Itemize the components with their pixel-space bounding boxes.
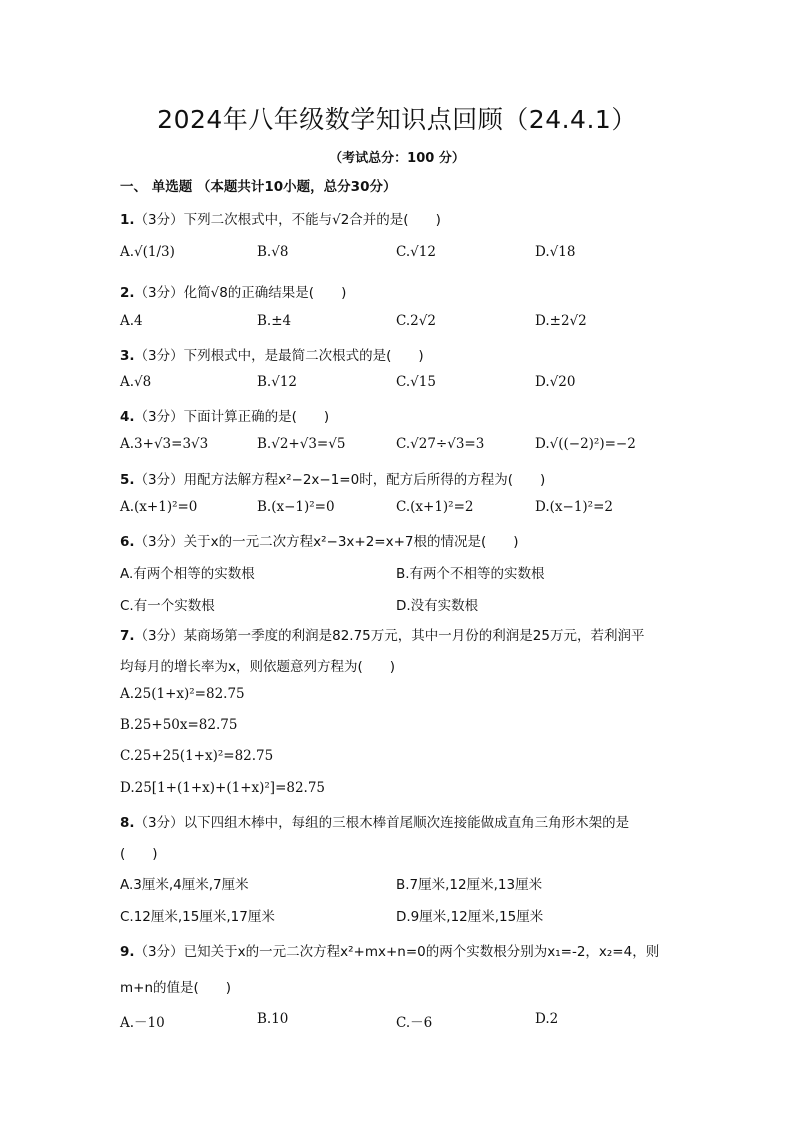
- question-1: [120, 208, 441, 228]
- page-title: 2024年八年级数学知识点回顾（24.4.1）: [157, 105, 637, 134]
- option-d: D.没有实数根: [396, 598, 479, 614]
- section-heading: 一、 单选题 （本题共计10小题，总分30分）: [120, 179, 397, 195]
- question-text: （3分）下列根式中，是最简二次根式的是( ): [134, 348, 424, 364]
- question-number: 8.: [120, 815, 135, 831]
- option-b: B.±4: [257, 313, 292, 329]
- option-c: C.√15: [396, 374, 436, 390]
- option-c: C.√27÷√3=3: [396, 436, 485, 452]
- question-4: [120, 405, 329, 425]
- option-b: B.7厘米,12厘米,13厘米: [396, 877, 543, 893]
- option-d: D.±2√2: [535, 313, 587, 329]
- option-a: A.(x+1)²=0: [120, 499, 198, 515]
- question-8: [120, 811, 629, 831]
- question-7-continued: 均每月的增长率为x，则依题意列方程为( ): [120, 659, 396, 675]
- question-7: [120, 624, 644, 644]
- question-3: [120, 344, 424, 364]
- question-text: （3分）用配方法解方程x²−2x−1=0时，配方后所得的方程为( ): [134, 472, 546, 488]
- option-b: B.√2+√3=√5: [257, 436, 346, 452]
- option-a: A.3+√3=3√3: [120, 436, 209, 452]
- option-c: C.－6: [396, 1015, 433, 1031]
- question-number: 3.: [120, 348, 135, 364]
- option-a: A.25(1+x)²=82.75: [120, 686, 245, 702]
- option-c: C.12厘米,15厘米,17厘米: [120, 909, 275, 925]
- option-b: B.25+50x=82.75: [120, 717, 238, 733]
- option-a: A.√8: [120, 374, 152, 390]
- option-d: D.(x−1)²=2: [535, 499, 613, 515]
- option-a: A.3厘米,4厘米,7厘米: [120, 877, 249, 893]
- option-c: C.25+25(1+x)²=82.75: [120, 748, 274, 764]
- question-9-continued: m+n的值是( ): [120, 980, 232, 996]
- option-b: B.有两个不相等的实数根: [396, 566, 545, 582]
- question-number: 5.: [120, 472, 135, 488]
- question-8-continued: ( ): [120, 846, 158, 862]
- question-number: 7.: [120, 628, 135, 644]
- option-c: C.√12: [396, 244, 436, 260]
- option-c: C.(x+1)²=2: [396, 499, 474, 515]
- question-text: （3分）某商场第一季度的利润是82.75万元，其中一月份的利润是25万元，若利润平: [134, 628, 645, 644]
- question-text: （3分）已知关于x的一元二次方程x²+mx+n=0的两个实数根分别为x₁=-2，x₂=4，则: [134, 944, 660, 960]
- question-2: [120, 281, 346, 301]
- question-text: （3分）关于x的一元二次方程x²−3x+2=x+7根的情况是( ): [134, 534, 519, 550]
- option-d: D.√18: [535, 244, 576, 260]
- option-c: C.有一个实数根: [120, 598, 215, 614]
- option-b: B.(x−1)²=0: [257, 499, 335, 515]
- option-a: A.有两个相等的实数根: [120, 566, 255, 582]
- question-text: （3分）下列二次根式中，不能与√2合并的是( ): [134, 212, 441, 228]
- question-number: 2.: [120, 285, 135, 301]
- option-b: B.√12: [257, 374, 297, 390]
- question-text: （3分）下面计算正确的是( ): [134, 409, 330, 425]
- question-6: [120, 530, 519, 550]
- question-5: [120, 468, 545, 488]
- option-d: D.2: [535, 1011, 559, 1027]
- question-number: 6.: [120, 534, 135, 550]
- option-d: D.√20: [535, 374, 576, 390]
- option-d: D.√((−2)²)=−2: [535, 436, 636, 452]
- option-a: A.4: [120, 313, 143, 329]
- option-b: B.10: [257, 1011, 289, 1027]
- option-b: B.√8: [257, 244, 289, 260]
- option-d: D.9厘米,12厘米,15厘米: [396, 909, 544, 925]
- question-9: [120, 940, 659, 960]
- option-c: C.2√2: [396, 313, 436, 329]
- question-number: 1.: [120, 212, 135, 228]
- question-text: （3分）以下四组木棒中，每组的三根木棒首尾顺次连接能做成直角三角形木架的是: [134, 815, 630, 831]
- question-number: 9.: [120, 944, 135, 960]
- option-d: D.25[1+(1+x)+(1+x)²]=82.75: [120, 780, 326, 796]
- option-a: A.－10: [120, 1015, 165, 1031]
- question-text: （3分）化简√8的正确结果是( ): [134, 285, 347, 301]
- total-score: （考试总分：100 分）: [329, 151, 465, 166]
- option-a: A.√(1/3): [120, 244, 175, 260]
- question-number: 4.: [120, 409, 135, 425]
